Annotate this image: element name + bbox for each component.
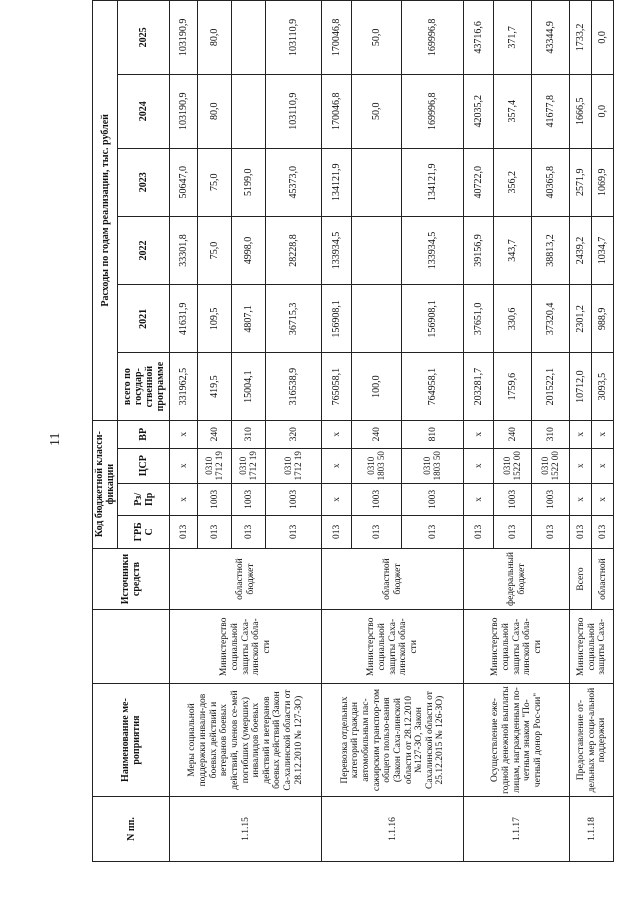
csr-cell: х bbox=[592, 448, 614, 483]
funding-source: областной бюджет bbox=[322, 548, 464, 610]
header-2023: 2023 bbox=[118, 148, 170, 216]
rzpr-cell: 1003 bbox=[402, 483, 464, 516]
rzpr-cell: 1003 bbox=[532, 483, 570, 516]
measure-name: Меры социальной поддержки инвали-дов боевых действий и ветеранов боевых действий, членов се-мей погибших (умерших) инвалидов боевых действий и ветеранов боевых действий (Закон Са-халинской области от 28.12.2010 № 127-ЗО) bbox=[170, 684, 322, 797]
rzpr-cell: х bbox=[464, 483, 494, 516]
rzpr-cell: х bbox=[570, 483, 592, 516]
csr-cell: 0310 1712 19 bbox=[198, 448, 232, 483]
csr-cell: х bbox=[322, 448, 352, 483]
y2021-cell: 37651,0 bbox=[464, 285, 494, 353]
y2021-cell: 156908,1 bbox=[402, 285, 464, 353]
rzpr-cell: 1003 bbox=[494, 483, 532, 516]
y2025-cell: 1733,2 bbox=[570, 1, 592, 75]
funding-source: Всего bbox=[570, 548, 592, 610]
y2021-cell: 156908,1 bbox=[322, 285, 352, 353]
y2025-cell: 50,0 bbox=[352, 1, 402, 75]
total-cell: 3093,5 bbox=[592, 353, 614, 420]
y2022-cell: 133934,5 bbox=[322, 216, 352, 284]
vr-cell: 240 bbox=[198, 420, 232, 448]
row-number: 1.1.18 bbox=[570, 796, 614, 861]
y2022-cell: 38813,2 bbox=[532, 216, 570, 284]
grbs-cell: 013 bbox=[266, 516, 322, 549]
executor: Министерство социальной защиты Саха- bbox=[570, 610, 614, 684]
total-cell: 201522,1 bbox=[532, 353, 570, 420]
y2022-cell: 1034,7 bbox=[592, 216, 614, 284]
y2023-cell: 50647,0 bbox=[170, 148, 198, 216]
y2021-cell bbox=[352, 285, 402, 353]
header-expenses: Расходы по годам реализации, тыс. рублей bbox=[93, 1, 118, 421]
total-cell: 316538,9 bbox=[266, 353, 322, 420]
y2024-cell: 170046,8 bbox=[322, 74, 352, 148]
rzpr-cell: 1003 bbox=[198, 483, 232, 516]
header-grbs: ГРБ С bbox=[118, 516, 170, 549]
header-vr: ВР bbox=[118, 420, 170, 448]
total-cell: 15004,1 bbox=[232, 353, 266, 420]
table-row bbox=[570, 1, 592, 862]
grbs-cell: 013 bbox=[592, 516, 614, 549]
total-cell: 10712,0 bbox=[570, 353, 592, 420]
total-cell: 764958,1 bbox=[402, 353, 464, 420]
y2022-cell: 33301,8 bbox=[170, 216, 198, 284]
y2025-cell: 169996,8 bbox=[402, 1, 464, 75]
total-cell: 765058,1 bbox=[322, 353, 352, 420]
y2021-cell: 37320,4 bbox=[532, 285, 570, 353]
y2022-cell bbox=[352, 216, 402, 284]
csr-cell: 0310 1803 50 bbox=[402, 448, 464, 483]
y2025-cell: 103190,9 bbox=[170, 1, 198, 75]
table-row bbox=[322, 1, 352, 862]
grbs-cell: 013 bbox=[170, 516, 198, 549]
header-executor bbox=[93, 610, 170, 684]
grbs-cell: 013 bbox=[494, 516, 532, 549]
rotated-page bbox=[92, 0, 611, 862]
y2023-cell: 134121,9 bbox=[322, 148, 352, 216]
y2021-cell: 330,6 bbox=[494, 285, 532, 353]
measure-name: Предоставление от-дельных мер соци-альной поддержки bbox=[570, 684, 614, 797]
y2021-cell: 988,9 bbox=[592, 285, 614, 353]
grbs-cell: 013 bbox=[570, 516, 592, 549]
y2021-cell: 41631,9 bbox=[170, 285, 198, 353]
program-expenses-table bbox=[92, 0, 614, 862]
y2025-cell: 43716,6 bbox=[464, 1, 494, 75]
rzpr-cell: х bbox=[322, 483, 352, 516]
csr-cell: 0310 1712 19 bbox=[266, 448, 322, 483]
y2024-cell: 0,0 bbox=[592, 74, 614, 148]
y2025-cell: 371,7 bbox=[494, 1, 532, 75]
y2023-cell: 2571,9 bbox=[570, 148, 592, 216]
executor: Министерство социальной защиты Саха-линской обла-сти bbox=[170, 610, 322, 684]
vr-cell: х bbox=[464, 420, 494, 448]
funding-source: областной бюджет bbox=[170, 548, 322, 610]
y2022-cell: 4998,0 bbox=[232, 216, 266, 284]
grbs-cell: 013 bbox=[402, 516, 464, 549]
y2023-cell: 45373,0 bbox=[266, 148, 322, 216]
y2022-cell: 2439,2 bbox=[570, 216, 592, 284]
y2022-cell: 343,7 bbox=[494, 216, 532, 284]
y2025-cell: 80,0 bbox=[198, 1, 232, 75]
vr-cell: х bbox=[170, 420, 198, 448]
header-2022: 2022 bbox=[118, 216, 170, 284]
y2022-cell: 39156,9 bbox=[464, 216, 494, 284]
y2025-cell: 170046,8 bbox=[322, 1, 352, 75]
row-number: 1.1.16 bbox=[322, 796, 464, 861]
csr-cell: х bbox=[570, 448, 592, 483]
y2021-cell: 36715,3 bbox=[266, 285, 322, 353]
vr-cell: 240 bbox=[352, 420, 402, 448]
table-row bbox=[464, 1, 494, 862]
header-budget-code: Код бюджетной класси-фикации bbox=[93, 420, 118, 548]
csr-cell: 0310 1712 19 bbox=[232, 448, 266, 483]
vr-cell: х bbox=[322, 420, 352, 448]
total-cell: 100,0 bbox=[352, 353, 402, 420]
vr-cell: 310 bbox=[232, 420, 266, 448]
y2024-cell: 41677,8 bbox=[532, 74, 570, 148]
row-number: 1.1.15 bbox=[170, 796, 322, 861]
csr-cell: 0310 1803 50 bbox=[352, 448, 402, 483]
y2023-cell: 134121,9 bbox=[402, 148, 464, 216]
y2024-cell: 80,0 bbox=[198, 74, 232, 148]
y2023-cell: 5199,0 bbox=[232, 148, 266, 216]
y2022-cell: 133934,5 bbox=[402, 216, 464, 284]
funding-source: областной bbox=[592, 548, 614, 610]
y2024-cell bbox=[232, 74, 266, 148]
vr-cell: 810 bbox=[402, 420, 464, 448]
y2023-cell: 40365,8 bbox=[532, 148, 570, 216]
y2024-cell: 103190,9 bbox=[170, 74, 198, 148]
funding-source: федеральный бюджет bbox=[464, 548, 570, 610]
y2021-cell: 4807,1 bbox=[232, 285, 266, 353]
header-name: Наименование ме-роприятия bbox=[93, 684, 170, 797]
y2023-cell: 40722,0 bbox=[464, 148, 494, 216]
y2025-cell: 103110,9 bbox=[266, 1, 322, 75]
total-cell: 331962,5 bbox=[170, 353, 198, 420]
y2021-cell: 2301,2 bbox=[570, 285, 592, 353]
rzpr-cell: 1003 bbox=[232, 483, 266, 516]
y2025-cell: 43344,9 bbox=[532, 1, 570, 75]
executor: Министерство социальной защиты Саха-линской обла-сти bbox=[322, 610, 464, 684]
header-n: N пп. bbox=[93, 796, 170, 861]
y2023-cell: 75,0 bbox=[198, 148, 232, 216]
vr-cell: 240 bbox=[494, 420, 532, 448]
header-source: Источники средств bbox=[93, 548, 170, 610]
rzpr-cell: 1003 bbox=[352, 483, 402, 516]
rzpr-cell: х bbox=[170, 483, 198, 516]
csr-cell: 0310 1522 00 bbox=[494, 448, 532, 483]
y2022-cell: 28228,8 bbox=[266, 216, 322, 284]
y2025-cell bbox=[232, 1, 266, 75]
header-2021: 2021 bbox=[118, 285, 170, 353]
csr-cell: х bbox=[170, 448, 198, 483]
grbs-cell: 013 bbox=[322, 516, 352, 549]
y2023-cell: 1069,9 bbox=[592, 148, 614, 216]
grbs-cell: 013 bbox=[232, 516, 266, 549]
measure-name: Осуществление еже-годной денежной выплаты лицам, награжденным по-четным знаком "По-четный донор Рос-сии" bbox=[464, 684, 570, 797]
y2024-cell: 50,0 bbox=[352, 74, 402, 148]
total-cell: 419,5 bbox=[198, 353, 232, 420]
y2024-cell: 103110,9 bbox=[266, 74, 322, 148]
y2022-cell: 75,0 bbox=[198, 216, 232, 284]
grbs-cell: 013 bbox=[198, 516, 232, 549]
vr-cell: 320 bbox=[266, 420, 322, 448]
rzpr-cell: х bbox=[592, 483, 614, 516]
vr-cell: 310 bbox=[532, 420, 570, 448]
header-2024: 2024 bbox=[118, 74, 170, 148]
executor: Министерство социальной защиты Саха-линской обла-сти bbox=[464, 610, 570, 684]
header-2025: 2025 bbox=[118, 1, 170, 75]
y2024-cell: 357,4 bbox=[494, 74, 532, 148]
header-rzpr: Рз/ Пр bbox=[118, 483, 170, 516]
vr-cell: х bbox=[592, 420, 614, 448]
rzpr-cell: 1003 bbox=[266, 483, 322, 516]
csr-cell: х bbox=[464, 448, 494, 483]
total-cell: 1759,6 bbox=[494, 353, 532, 420]
table-row bbox=[170, 1, 198, 862]
y2024-cell: 169996,8 bbox=[402, 74, 464, 148]
grbs-cell: 013 bbox=[464, 516, 494, 549]
csr-cell: 0310 1522 00 bbox=[532, 448, 570, 483]
page-number: 11 bbox=[48, 432, 63, 446]
header-total: всего по государ-ственной программе bbox=[118, 353, 170, 420]
y2024-cell: 42035,2 bbox=[464, 74, 494, 148]
vr-cell: х bbox=[570, 420, 592, 448]
total-cell: 203281,7 bbox=[464, 353, 494, 420]
y2024-cell: 1666,5 bbox=[570, 74, 592, 148]
y2025-cell: 0,0 bbox=[592, 1, 614, 75]
row-number: 1.1.17 bbox=[464, 796, 570, 861]
y2021-cell: 109,5 bbox=[198, 285, 232, 353]
measure-name: Перевозка отдельных категорий граждан автомобильным пас-сажирским транспор-том общего пользо-вания (Закон Саха-линской области от 28.12.2010 №127-ЗО, Закон Сахалинской области от 25.12.2015 № 126-ЗО) bbox=[322, 684, 464, 797]
y2023-cell bbox=[352, 148, 402, 216]
grbs-cell: 013 bbox=[352, 516, 402, 549]
header-csr: ЦСР bbox=[118, 448, 170, 483]
grbs-cell: 013 bbox=[532, 516, 570, 549]
y2023-cell: 356,2 bbox=[494, 148, 532, 216]
